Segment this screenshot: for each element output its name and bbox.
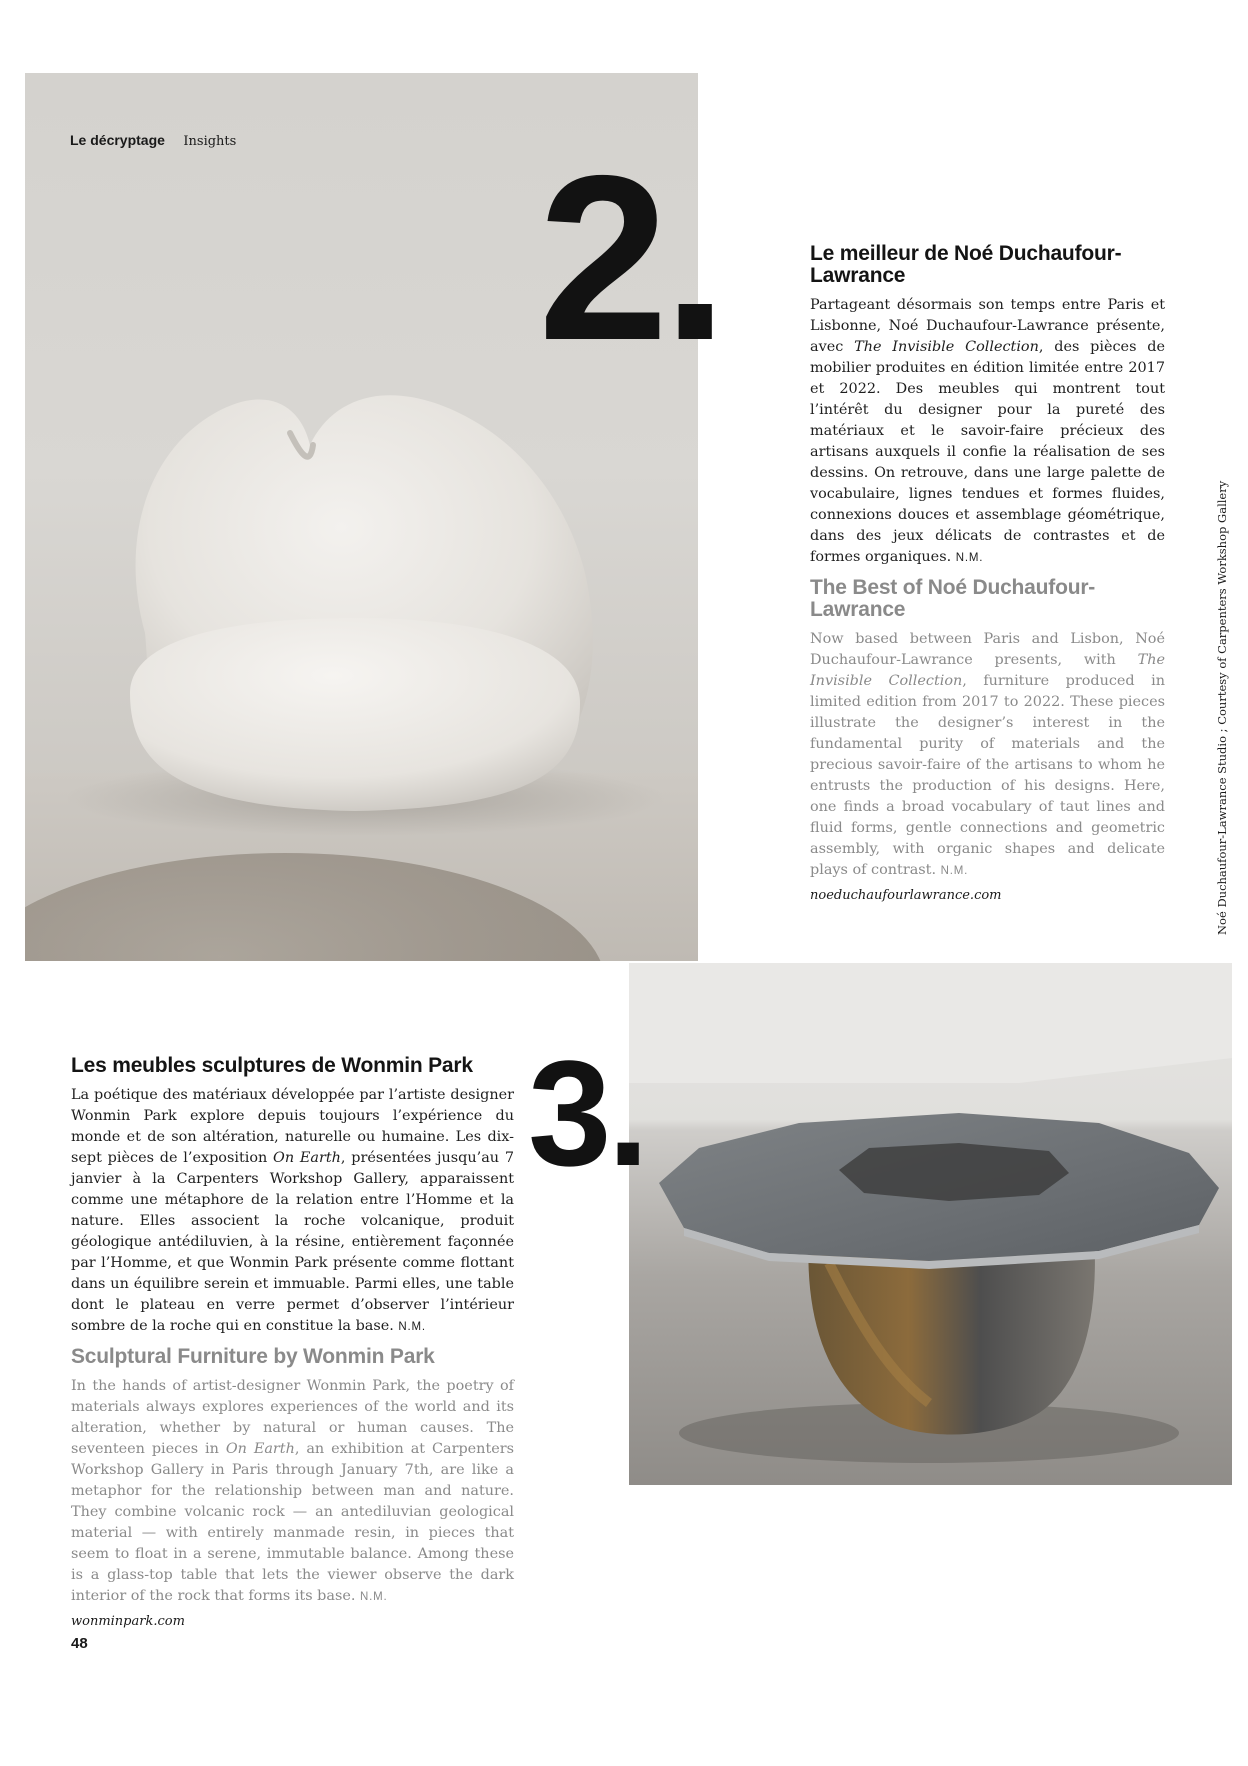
photo-credit: Noé Duchaufour-Lawrance Studio ; Courtesy of Carpenters Workshop Gallery: [1215, 480, 1229, 935]
collection-title: The Invisible Collection: [810, 652, 1165, 689]
running-head-subsection: Insights: [183, 134, 237, 149]
article-3-body-en: In the hands of artist-designer Wonmin Park, the poetry of materials always explores experiences of the world and its alteration, whether by natural or human causes. The seventeen pieces in On Earth, an exhibition at Carpenters Workshop Gallery in Paris through January 7th, are like a metaphor for the relationship between man and nature. They combine volcanic rock — an antediluvian geological material — with entirely manmade resin, in pieces that seem to float in a serene, immutable balance. Among these is a glass-top table that lets the viewer observe the dark interior of the rock that forms its base. N.M.: [71, 1378, 515, 1604]
running-head: [70, 132, 236, 149]
article-3-title-en: Sculptural Furniture by Wonmin Park: [71, 1345, 435, 1368]
page-number: 48: [71, 1635, 88, 1652]
exhibition-title: On Earth: [273, 1150, 341, 1166]
article-3: [71, 1055, 514, 1629]
signature: N.M.: [955, 552, 984, 564]
article-2-body-en: Now based between Paris and Lisbon, Noé Duchaufour-Lawrance presents, with The Invisible Collection, furniture produced in limited edition from 2017 to 2022. These pieces illustrate the designer’s interest in the fundamental purity of materials and the precious savoir-faire of the artisans to whom he entrusts the production of his designs. Here, one finds a broad vocabulary of taut lines and fluid forms, gentle connections and geometric assembly, with organic shapes and delicate plays of contrast. N.M.: [810, 631, 1165, 878]
stone-table-photo: [629, 963, 1232, 1485]
article-3-url-link[interactable]: wonminpark.com: [71, 1614, 185, 1629]
article-2-title-fr: Le meilleur de Noé Duchaufour-Lawrance: [810, 242, 1122, 287]
signature: N.M.: [940, 865, 969, 877]
article-2-title-en: The Best of Noé Duchaufour-Lawrance: [810, 576, 1096, 621]
article-3-number: 3.: [528, 1029, 646, 1197]
article-3-title-fr: Les meubles sculptures de Wonmin Park: [71, 1054, 473, 1077]
stone-table-illustration: [629, 963, 1232, 1485]
exhibition-title: On Earth: [225, 1441, 295, 1457]
article-2-number: 2.: [538, 126, 722, 389]
signature: N.M.: [360, 1591, 388, 1603]
article-2-body-fr: Partageant désormais son temps entre Paris et Lisbonne, Noé Duchaufour-Lawrance présente, avec The Invisible Collection, des pièces de mobilier produites en édition limitée entre 2017 et 2022. Des meubles qui montrent tout l’intérêt du designer pour la pureté des matériaux et le savoir-faire précieux des artisans auxquels il confie la réalisation de ses dessins. On retrouve, dans une large palette de vocabulaire, lignes tendues et formes fluides, connexions douces et assemblage géométrique, dans des jeux délicats de contrastes et de formes organiques. N.M.: [810, 297, 1165, 565]
article-2-url-link[interactable]: noeduchaufourlawrance.com: [810, 888, 1002, 903]
article-3-body-fr: La poétique des matériaux développée par l’artiste designer Wonmin Park explore depuis toujours l’expérience du monde et de son altération, naturelle ou humaine. Les dix-sept pièces de l’exposition On Earth, présentées jusqu’au 7 janvier à la Carpenters Workshop Gallery, apparaissent comme une métaphore de la relation entre l’Homme et la nature. Elles associent la roche volcanique, produit géologique antédiluvien, à la résine, entièrement façonnée par l’Homme, et que Wonmin Park présente comme flottant dans un équilibre serein et immuable. Parmi elles, une table dont le plateau en verre permet d’observer l’intérieur sombre de la roche qui en constitue la base. N.M.: [71, 1087, 514, 1334]
collection-title: The Invisible Collection: [854, 339, 1039, 355]
signature: N.M.: [398, 1321, 426, 1333]
article-2: [810, 243, 1165, 903]
running-head-section: Le décryptage: [70, 132, 165, 148]
